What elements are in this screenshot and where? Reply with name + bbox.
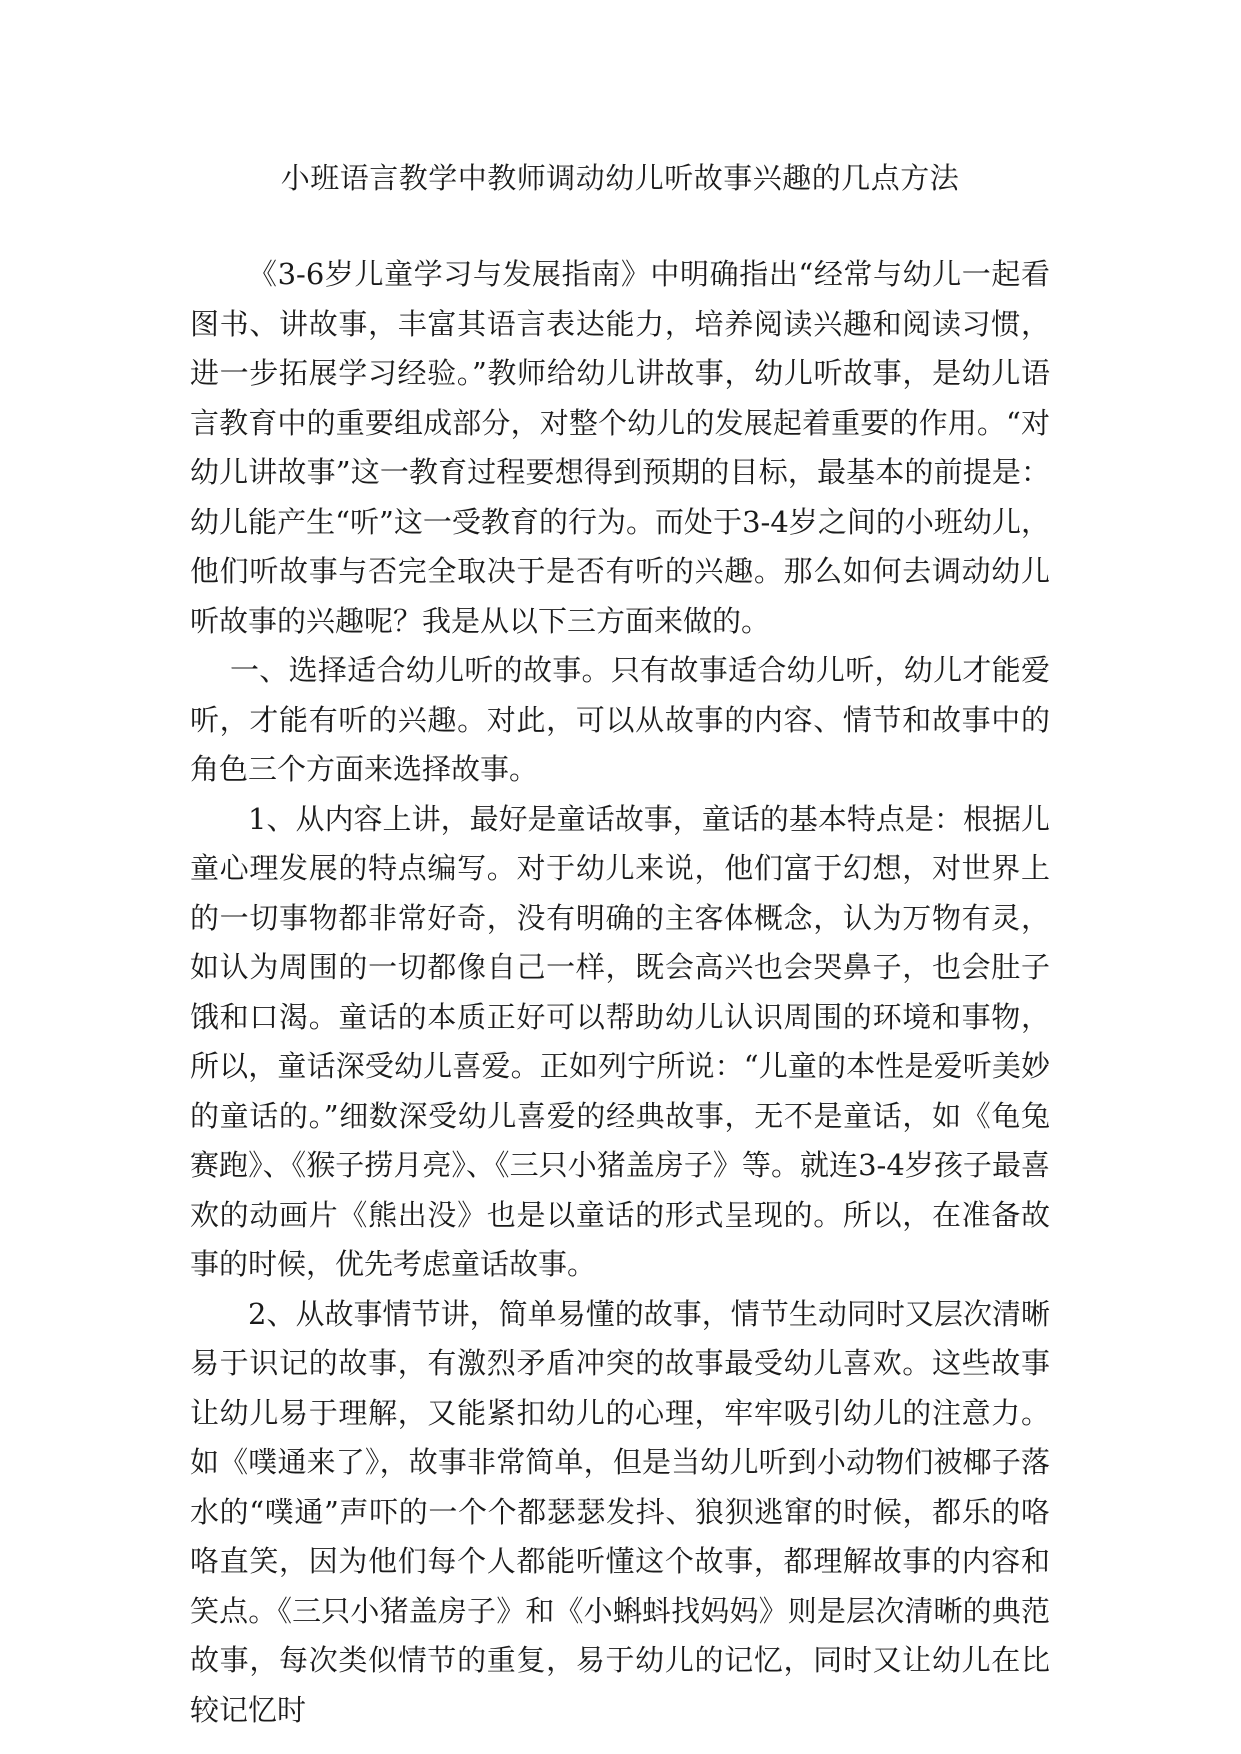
document-title: 小班语言教学中教师调动幼儿听故事兴趣的几点方法 xyxy=(280,161,960,195)
paragraph-point-two: 2、从故事情节讲，简单易懂的故事，情节生动同时又层次清晰易于识记的故事，有激烈矛盾冲突的故事最受幼儿喜欢。这些故事让幼儿易于理解，又能紧扣幼儿的心理，牢牢吸引幼儿的注意力。如《噗通来了》，故事非常简单，但是当幼儿听到小动物们被椰子落水的“噗通”声吓的一个个都瑟瑟发抖、狼狈逃窜的时候，都乐的咯咯直笑，因为他们每个人都能听懂这个故事，都理解故事的内容和笑点。《三只小猪盖房子》和《小蝌蚪找妈妈》则是层次清晰的典范故事，每次类似情节的重复，易于幼儿的记忆，同时又让幼儿在比较记忆时 xyxy=(190,1296,1050,1727)
paragraph-intro: 《3-6岁儿童学习与发展指南》中明确指出“经常与幼儿一起看图书、讲故事，丰富其语言表达能力，培养阅读兴趣和阅读习惯，进一步拓展学习经验。”教师给幼儿讲故事，幼儿听故事，是幼儿语言教育中的重要组成部分，对整个幼儿的发展起着重要的作用。“对幼儿讲故事”这一教育过程要想得到预期的目标，最基本的前提是：幼儿能产生“听”这一受教育的行为。而处于3-4岁之间的小班幼儿，他们听故事与否完全取决于是否有听的兴趣。那么如何去调动幼儿听故事的兴趣呢？我是从以下三方面来做的。 xyxy=(190,257,1050,638)
paragraph-section-one: 一、选择适合幼儿听的故事。只有故事适合幼儿听，幼儿才能爱听，才能有听的兴趣。对此，可以从故事的内容、情节和故事中的角色三个方面来选择故事。 xyxy=(190,653,1050,786)
document-body xyxy=(190,250,1050,1735)
paragraph-point-one: 1、从内容上讲，最好是童话故事，童话的基本特点是：根据儿童心理发展的特点编写。对于幼儿来说，他们富于幻想，对世界上的一切事物都非常好奇，没有明确的主客体概念，认为万物有灵，如认为周围的一切都像自己一样，既会高兴也会哭鼻子，也会肚子饿和口渴。童话的本质正好可以帮助幼儿认识周围的环境和事物，所以，童话深受幼儿喜爱。正如列宁所说：“儿童的本性是爱听美妙的童话的。”细数深受幼儿喜爱的经典故事，无不是童话，如《龟兔赛跑》、《猴子捞月亮》、《三只小猪盖房子》等。就连3-4岁孩子最喜欢的动画片《熊出没》也是以童话的形式呈现的。所以，在准备故事的时候，优先考虑童话故事。 xyxy=(190,801,1050,1281)
